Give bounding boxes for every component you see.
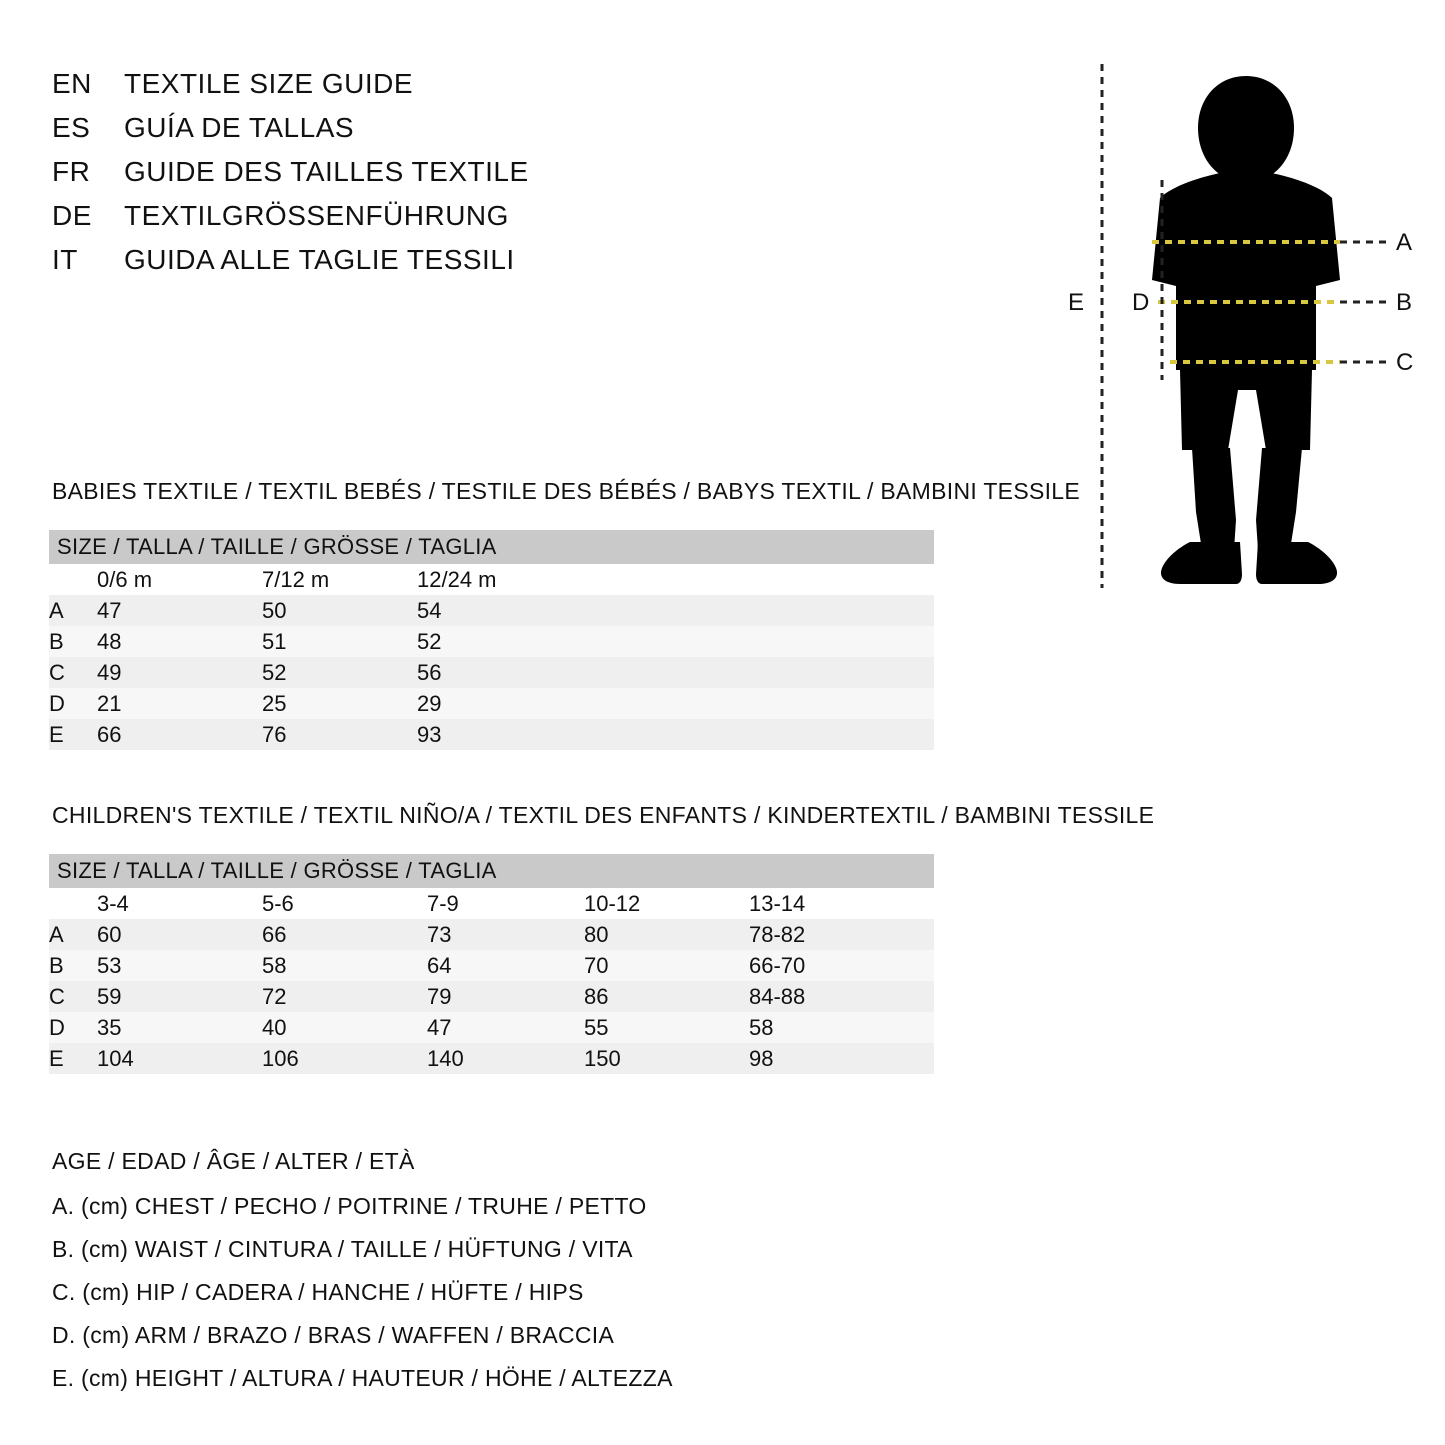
children-cell-c-3: 86 <box>584 981 749 1012</box>
language-text-es: GUÍA DE TALLAS <box>124 112 355 143</box>
babies-column-header-2: 12/24 m <box>417 564 934 595</box>
children-cell-b-1: 58 <box>262 950 427 981</box>
legend-age-line: AGE / EDAD / ÂGE / ALTER / ETÀ <box>52 1148 415 1174</box>
children-cell-d-1: 40 <box>262 1012 427 1043</box>
children-column-header-3: 10-12 <box>584 888 749 919</box>
children-cell-d-3: 55 <box>584 1012 749 1043</box>
babies-cell-a-0: 47 <box>97 595 262 626</box>
babies-section-title: BABIES TEXTILE / TEXTIL BEBÉS / TESTILE DES BÉBÉS / BABYS TEXTIL / BAMBINI TESSILE <box>52 478 1081 504</box>
figure-label-a: A <box>1396 229 1413 256</box>
children-column-header-0: 3-4 <box>97 888 262 919</box>
legend-block <box>52 1140 952 1400</box>
children-column-header-1: 5-6 <box>262 888 427 919</box>
children-row-label-c: C <box>49 981 97 1012</box>
children-cell-d-0: 35 <box>97 1012 262 1043</box>
children-column-header-4: 13-14 <box>749 888 934 919</box>
babies-table-band-label: SIZE / TALLA / TAILLE / GRÖSSE / TAGLIA <box>49 530 934 564</box>
children-column-header-2: 7-9 <box>427 888 584 919</box>
children-size-table <box>49 854 934 1074</box>
babies-cell-e-0: 66 <box>97 719 262 750</box>
language-code-it: IT <box>52 244 78 275</box>
measurement-figure <box>1040 50 1430 590</box>
babies-cell-d-0: 21 <box>97 688 262 719</box>
table-row <box>49 719 934 750</box>
children-row-label-d: D <box>49 1012 97 1043</box>
babies-cell-c-1: 52 <box>262 657 417 688</box>
language-text-fr: GUIDE DES TAILLES TEXTILE <box>124 156 529 187</box>
children-cell-e-0: 104 <box>97 1043 262 1074</box>
language-code-en: EN <box>52 68 92 99</box>
language-code-es: ES <box>52 112 91 143</box>
language-code-fr: FR <box>52 156 91 187</box>
figure-label-b: B <box>1396 289 1413 316</box>
children-cell-c-2: 79 <box>427 981 584 1012</box>
babies-cell-c-2: 56 <box>417 657 934 688</box>
babies-row-label-c: C <box>49 657 97 688</box>
children-cell-a-1: 66 <box>262 919 427 950</box>
children-cell-d-2: 47 <box>427 1012 584 1043</box>
children-cell-e-4: 98 <box>749 1043 934 1074</box>
language-text-en: TEXTILE SIZE GUIDE <box>124 68 414 99</box>
babies-cell-d-1: 25 <box>262 688 417 719</box>
children-cell-a-0: 60 <box>97 919 262 950</box>
legend-item-e: E. (cm) HEIGHT / ALTURA / HAUTEUR / HÖHE / ALTEZZA <box>52 1365 673 1391</box>
children-table-column-header-row <box>49 888 934 919</box>
language-row-it <box>52 244 752 288</box>
children-cell-b-2: 64 <box>427 950 584 981</box>
children-row-label-b: B <box>49 950 97 981</box>
table-row <box>49 950 934 981</box>
babies-cell-b-0: 48 <box>97 626 262 657</box>
babies-cell-e-1: 76 <box>262 719 417 750</box>
table-row <box>49 1043 934 1074</box>
babies-cell-a-2: 54 <box>417 595 934 626</box>
babies-row-label-d: D <box>49 688 97 719</box>
children-cell-d-4: 58 <box>749 1012 934 1043</box>
language-text-de: TEXTILGRÖSSENFÜHRUNG <box>124 200 509 231</box>
babies-column-header-1: 7/12 m <box>262 564 417 595</box>
language-title-block <box>52 68 752 288</box>
legend-item-c: C. (cm) HIP / CADERA / HANCHE / HÜFTE / HIPS <box>52 1279 584 1305</box>
table-row <box>49 981 934 1012</box>
children-table-band-label: SIZE / TALLA / TAILLE / GRÖSSE / TAGLIA <box>49 854 934 888</box>
language-row-de <box>52 200 752 244</box>
table-row <box>49 657 934 688</box>
figure-label-d: D <box>1132 289 1150 316</box>
children-cell-a-2: 73 <box>427 919 584 950</box>
children-cell-b-4: 66-70 <box>749 950 934 981</box>
language-code-de: DE <box>52 200 92 231</box>
babies-column-header-0: 0/6 m <box>97 564 262 595</box>
children-row-label-e: E <box>49 1043 97 1074</box>
children-cell-c-1: 72 <box>262 981 427 1012</box>
legend-item-a: A. (cm) CHEST / PECHO / POITRINE / TRUHE / PETTO <box>52 1193 647 1219</box>
children-cell-e-1: 106 <box>262 1043 427 1074</box>
language-row-fr <box>52 156 752 200</box>
babies-row-label-b: B <box>49 626 97 657</box>
babies-table-column-header-row <box>49 564 934 595</box>
children-cell-b-0: 53 <box>97 950 262 981</box>
babies-cell-b-2: 52 <box>417 626 934 657</box>
language-row-es <box>52 112 752 156</box>
table-row <box>49 626 934 657</box>
babies-size-table <box>49 530 934 750</box>
babies-table-band-row <box>49 530 934 564</box>
children-cell-e-3: 150 <box>584 1043 749 1074</box>
babies-cell-e-2: 93 <box>417 719 934 750</box>
babies-cell-b-1: 51 <box>262 626 417 657</box>
children-cell-c-4: 84-88 <box>749 981 934 1012</box>
language-text-it: GUIDA ALLE TAGLIE TESSILI <box>124 244 515 275</box>
figure-label-e: E <box>1068 289 1085 316</box>
children-cell-e-2: 140 <box>427 1043 584 1074</box>
babies-row-label-e: E <box>49 719 97 750</box>
legend-item-d: D. (cm) ARM / BRAZO / BRAS / WAFFEN / BRACCIA <box>52 1322 615 1348</box>
children-table-band-row <box>49 854 934 888</box>
children-cell-a-4: 78-82 <box>749 919 934 950</box>
babies-cell-a-1: 50 <box>262 595 417 626</box>
table-row <box>49 688 934 719</box>
children-cell-c-0: 59 <box>97 981 262 1012</box>
children-cell-b-3: 70 <box>584 950 749 981</box>
child-silhouette-icon <box>1152 76 1340 584</box>
children-header-corner <box>49 888 97 919</box>
table-row <box>49 1012 934 1043</box>
figure-label-c: C <box>1396 349 1414 376</box>
babies-header-corner <box>49 564 97 595</box>
legend-item-b: B. (cm) WAIST / CINTURA / TAILLE / HÜFTUNG / VITA <box>52 1236 633 1262</box>
children-row-label-a: A <box>49 919 97 950</box>
babies-cell-c-0: 49 <box>97 657 262 688</box>
table-row <box>49 919 934 950</box>
babies-row-label-a: A <box>49 595 97 626</box>
table-row <box>49 595 934 626</box>
language-row-en <box>52 68 752 112</box>
babies-cell-d-2: 29 <box>417 688 934 719</box>
children-section-title: CHILDREN'S TEXTILE / TEXTIL NIÑO/A / TEXTIL DES ENFANTS / KINDERTEXTIL / BAMBINI TESSILE <box>52 802 1155 828</box>
children-cell-a-3: 80 <box>584 919 749 950</box>
